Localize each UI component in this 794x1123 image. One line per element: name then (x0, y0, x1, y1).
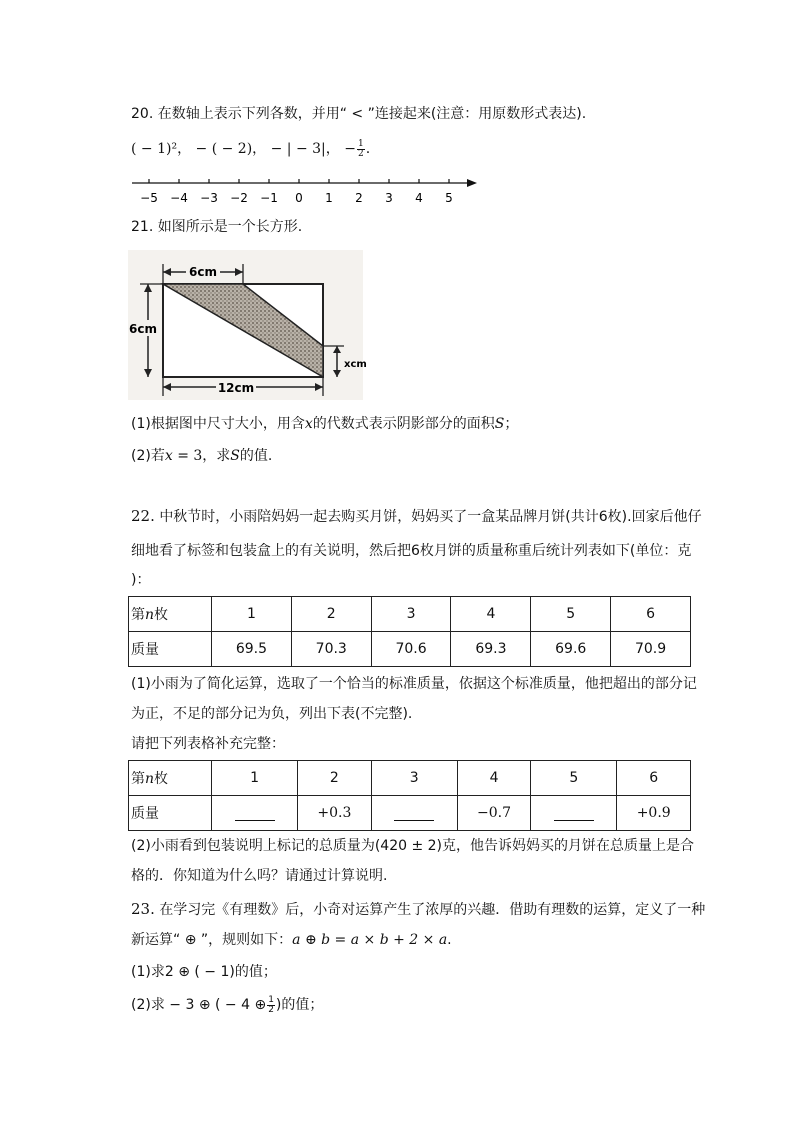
q22-line1-text: 中秋节时，小雨陪妈妈一起去购买月饼，妈妈买了一盒某品牌月饼(共计6枚).回家后他仔 (159, 509, 702, 525)
table-cell: +0.3 (298, 796, 372, 831)
mass-table-index-header (129, 597, 212, 632)
q23-line2-text: 新运算“ ⊕ ”，规则如下： (131, 932, 293, 948)
table-cell: 6 (611, 597, 691, 632)
number-line-tick-label: −4 (170, 191, 188, 205)
number-line-tick-label: 2 (355, 191, 363, 205)
blank-answer-cell[interactable] (531, 796, 617, 831)
index-header-a: 第 (131, 607, 145, 623)
blank-answer-cell[interactable] (212, 796, 298, 831)
q23-part2 (131, 995, 323, 1015)
index-header-a: 第 (131, 771, 145, 787)
left-dimension-label: 6cm (129, 322, 157, 336)
table-cell: 70.9 (611, 632, 691, 667)
number-line-arrow-icon (467, 179, 477, 187)
bottom-dimension-label: 12cm (217, 381, 255, 395)
q23-number: 23. (131, 900, 155, 918)
right-dimension-label: xcm (344, 359, 367, 370)
q21-part2-s: S (230, 448, 240, 464)
rectangle-figure (128, 250, 367, 400)
deviation-table (128, 760, 691, 831)
number-line-tick-label: 4 (415, 191, 423, 205)
mass-table (128, 596, 691, 667)
mass-table-mass-header: 质量 (129, 632, 212, 667)
q20-numbers (131, 139, 370, 159)
mass-table-index-row (129, 597, 691, 632)
q22-part2-line1: (2)小雨看到包装说明上标记的总质量为(420 ± 2)克，他告诉妈妈买的月饼在总质量上是合 (131, 838, 695, 854)
q22-line2: 细地看了标签和包装盒上的有关说明，然后把6枚月饼的质量称重后统计列表如下(单位：克 (131, 543, 692, 559)
blank-answer-cell[interactable] (371, 796, 457, 831)
mass-table-value-row (129, 632, 691, 667)
q22-number: 22. (131, 507, 155, 525)
index-header-b: 枚 (154, 771, 169, 787)
q23-part1: (1)求2 ⊕ ( − 1)的值； (131, 964, 277, 980)
deviation-table-index-header (129, 761, 212, 796)
number-line-tick-label: −1 (260, 191, 278, 205)
q23-part2-text-a: (2)求 − 3 ⊕ ( − 4 ⊕ (131, 997, 267, 1013)
table-cell: 5 (531, 597, 611, 632)
q23-line2 (131, 930, 452, 950)
table-cell: −0.7 (457, 796, 531, 831)
q23-formula: a ⊕ b = a × b + 2 × a (292, 932, 448, 948)
deviation-table-value-row (129, 796, 691, 831)
number-line-tick-label: −5 (140, 191, 158, 205)
q21-part1-text-c: ； (504, 416, 519, 432)
q22-line1 (131, 506, 702, 527)
q20-frac-den: 2 (357, 148, 364, 159)
q21-part1-s: S (494, 416, 505, 432)
blank-line[interactable] (554, 806, 594, 821)
number-line-tick-label: 0 (295, 191, 303, 205)
q22-line3: )： (131, 572, 151, 588)
q23-fraction (267, 996, 275, 1015)
table-cell: 4 (457, 761, 531, 796)
q21-part2-text-b: = 3，求 (172, 448, 231, 464)
q22-part1-line1: (1)小雨为了简化运算，选取了一个恰当的标准质量，依据这个标准质量，他把超出的部分记 (131, 676, 697, 692)
table-cell: 3 (371, 597, 451, 632)
table-cell: 2 (291, 597, 371, 632)
table-cell: 1 (212, 761, 298, 796)
table-cell: 69.3 (451, 632, 531, 667)
q20-fraction (357, 140, 365, 159)
table-cell: 2 (298, 761, 372, 796)
table-cell: +0.9 (617, 796, 691, 831)
q22-part1-line2: 为正，不足的部分记为负，列出下表(不完整). (131, 706, 413, 722)
q23-part2-text-b: )的值； (275, 997, 324, 1013)
q21-title: 21. 如图所示是一个长方形. (131, 219, 303, 235)
top-dimension-label: 6cm (189, 265, 217, 279)
deviation-table-mass-header: 质量 (129, 796, 212, 831)
table-cell: 69.6 (531, 632, 611, 667)
table-cell: 4 (451, 597, 531, 632)
blank-line[interactable] (235, 806, 275, 821)
q23-line2-end: . (447, 932, 452, 948)
q22-part2-line2: 格的．你知道为什么吗？请通过计算说明. (131, 868, 388, 884)
deviation-table-index-row (129, 761, 691, 796)
table-cell: 70.3 (291, 632, 371, 667)
q20-numbers-text: ( − 1)²， − ( − 2)， − | − 3|， − (131, 141, 356, 157)
number-line-tick-label: 3 (385, 191, 393, 205)
table-cell: 70.6 (371, 632, 451, 667)
q20-numbers-end: . (365, 141, 371, 157)
q23-line1-text: 在学习完《有理数》后，小奇对运算产生了浓厚的兴趣．借助有理数的运算，定义了一种 (159, 902, 706, 918)
number-line (125, 172, 485, 212)
q21-part2 (131, 446, 272, 466)
q21-part1 (131, 414, 518, 434)
table-cell: 6 (617, 761, 691, 796)
table-cell: 5 (531, 761, 617, 796)
table-cell: 69.5 (212, 632, 292, 667)
q21-part1-text-a: (1)根据图中尺寸大小，用含 (131, 416, 305, 432)
number-line-tick-label: −2 (230, 191, 248, 205)
q23-frac-num: 1 (268, 994, 274, 1005)
number-line-tick-label: 1 (325, 191, 333, 205)
q21-part1-text-b: 的代数式表示阴影部分的面积 (312, 416, 495, 432)
q23-line1 (131, 899, 705, 920)
number-line-tick-label: −3 (200, 191, 218, 205)
q21-part2-text-a: (2)若 (131, 448, 165, 464)
index-header-n: n (145, 607, 155, 623)
q23-frac-den: 2 (268, 1004, 274, 1015)
blank-line[interactable] (394, 806, 434, 821)
q22-part1-line3: 请把下列表格补充完整： (131, 736, 285, 752)
table-cell: 3 (371, 761, 457, 796)
q21-part2-x: x (164, 448, 173, 464)
number-line-tick-label: 5 (445, 191, 453, 205)
table-cell: 1 (212, 597, 292, 632)
q21-part2-text-c: 的值. (239, 448, 273, 464)
q20-title: 20. 在数轴上表示下列各数，并用“ < ”连接起来(注意：用原数形式表达). (131, 106, 587, 122)
q20-frac-num: 1 (357, 138, 364, 149)
index-header-b: 枚 (154, 607, 169, 623)
index-header-n: n (145, 771, 155, 787)
q21-part1-x: x (304, 416, 313, 432)
